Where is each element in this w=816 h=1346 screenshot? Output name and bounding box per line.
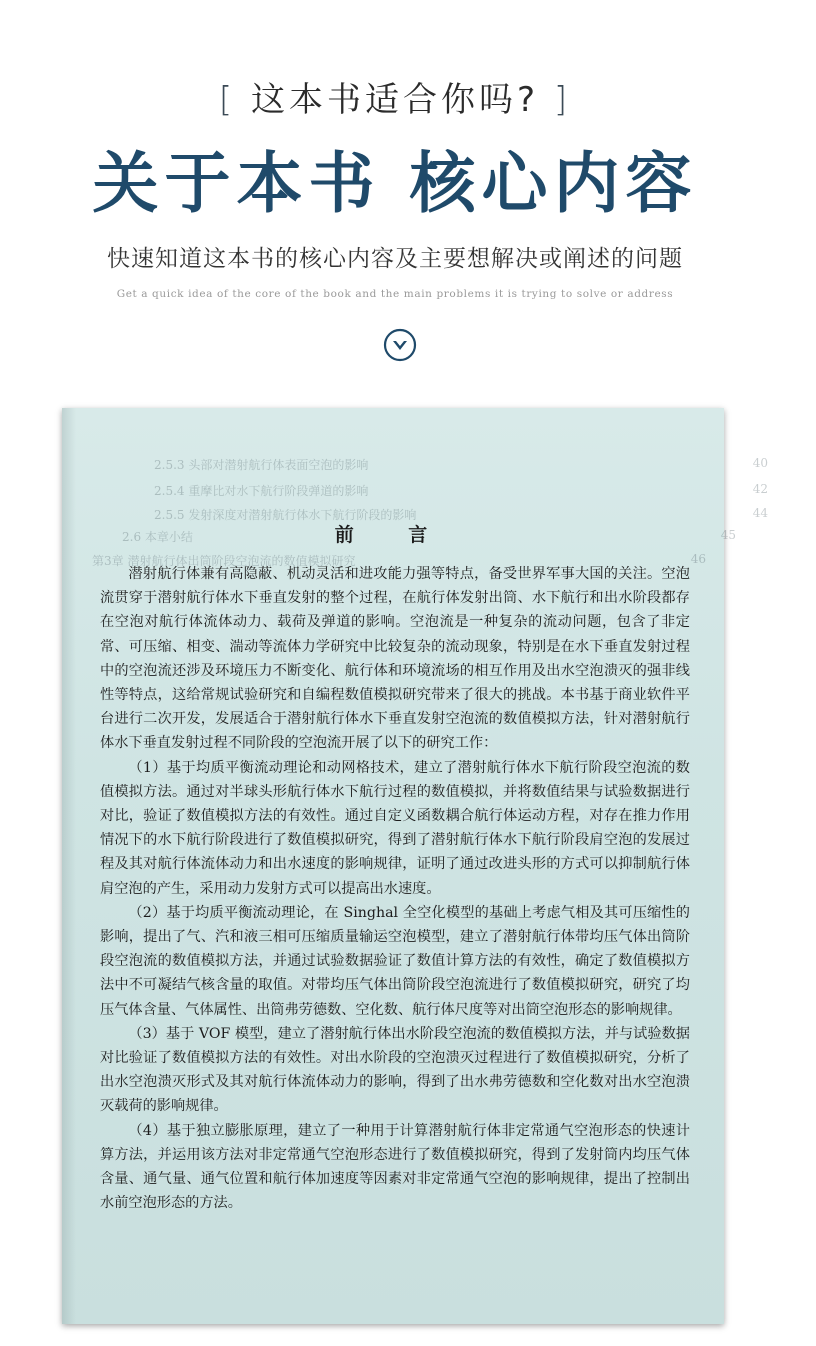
- paragraph: （4）基于独立膨胀原理，建立了一种用于计算潜射航行体非定常通气空泡形态的快速计算方法，并运用该方法对非定常通气空泡形态进行了数值模拟研究，得到了发射筒内均压气体含量、通气量、通气位置和航行体加速度等因素对非定常通气空泡的影响规律，提出了控制出水前空泡形态的方法。: [100, 1122, 690, 1212]
- subtitle: 快速知道这本书的核心内容及主要想解决或阐述的问题: [107, 246, 683, 272]
- promo-header: [0, 0, 790, 400]
- book-page-photo: [62, 408, 768, 1324]
- chevron-down-circle-icon: [383, 328, 417, 362]
- ghost-line: 2.5.3 头部对潜射航行体表面空泡的影响 40: [154, 456, 768, 472]
- preface-body: [100, 562, 690, 1215]
- preface-title: 前 言: [334, 524, 452, 546]
- right-bracket: ]: [553, 80, 572, 120]
- ghost-line: 第3章 潜射航行体出筒阶段空泡流的数值模拟研究 46: [92, 552, 706, 568]
- english-subtitle: Get a quick idea of the core of the book and the main problems it is trying to solve or address: [116, 288, 674, 300]
- main-title: 关于本书 核心内容: [92, 144, 698, 222]
- paragraph: （3）基于 VOF 模型，建立了潜射航行体出水阶段空泡流的数值模拟方法，并与试验数据对比验证了数值模拟方法的有效性。对出水阶段的空泡溃灭过程进行了数值模拟研究，分析了出水空泡溃灭形式及其对航行体流体动力的影响，得到了出水弗劳德数和空化数对出水空泡溃灭载荷的影响规律。: [100, 1025, 690, 1115]
- paragraph: （1）基于均质平衡流动理论和动网格技术，建立了潜射航行体水下航行阶段空泡流的数值模拟方法。通过对半球头形航行体水下航行过程的数值模拟，并将数值结果与试验数据进行对比，验证了数值模拟方法的有效性。通过自定义函数耦合航行体运动方程，对存在推力作用情况下的水下航行阶段进行了数值模拟研究，得到了潜射航行体水下航行阶段肩空泡的发展过程及其对航行体流体动力和出水速度的影响规律，证明了通过改进头形的方式可以抑制航行体肩空泡的产生，采用动力发射方式可以提高出水速度。: [100, 759, 690, 897]
- left-bracket: [: [218, 80, 237, 120]
- ghost-line: 2.5.5 发射深度对潜射航行体水下航行阶段的影响 44: [154, 506, 768, 522]
- paragraph: （2）基于均质平衡流动理论，在 Singhal 全空化模型的基础上考虑气相及其可压缩性的影响，提出了气、汽和液三相可压缩质量输运空泡模型，建立了潜射航行体带均压气体出筒阶段空泡流的数值模拟方法，并通过试验数据验证了数值计算方法的有效性，确定了数值模拟方法中不可凝结气核含量的取值。对带均压气体出筒阶段空泡流进行了数值模拟研究，研究了均压气体含量、气体属性、出筒弗劳德数、空化数、航行体尺度等对出筒空泡形态的影响规律。: [100, 904, 690, 1018]
- section-question-title: [0, 72, 790, 121]
- question-text: 这本书适合你吗?: [250, 80, 540, 120]
- paragraph: 潜射航行体兼有高隐蔽、机动灵活和进攻能力强等特点，备受世界军事大国的关注。空泡流贯穿于潜射航行体水下垂直发射的整个过程，在航行体发射出筒、水下航行和出水阶段都存在空泡对航行体流体动力、载荷及弹道的影响。空泡流是一种复杂的流动问题，包含了非定常、可压缩、相变、湍动等流体力学研究中比较复杂的流动现象，特别是在水下垂直发射过程中的空泡流还涉及环境压力不断变化、航行体和环境流场的相互作用及出水空泡溃灭的强非线性等特点，这给常规试验研究和自编程数值模拟研究带来了很大的挑战。本书基于商业软件平台进行二次开发，发展适合于潜射航行体水下垂直发射空泡流的数值模拟方法，针对潜射航行体水下垂直发射过程不同阶段的空泡流开展了以下的研究工作：: [100, 566, 690, 752]
- ghost-line: 2.6 本章小结 45: [122, 528, 736, 544]
- ghost-line: 2.5.4 重摩比对水下航行阶段弹道的影响 42: [154, 482, 768, 498]
